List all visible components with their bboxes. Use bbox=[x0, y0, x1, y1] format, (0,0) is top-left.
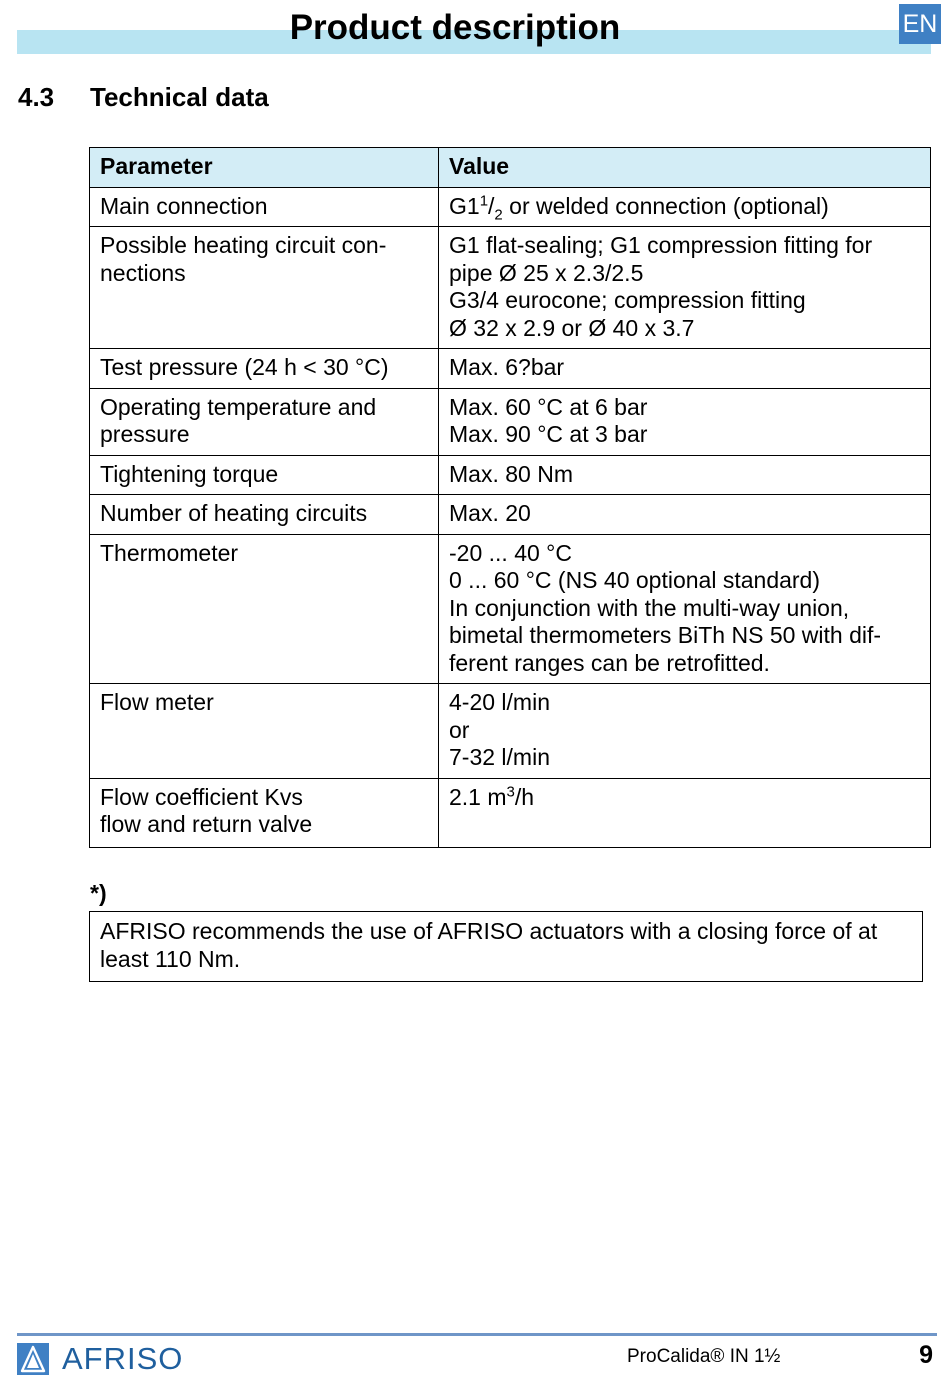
value-cell bbox=[439, 778, 931, 847]
cell-text: G1 bbox=[449, 192, 480, 219]
footer-product-name: ProCalida® IN 1½ bbox=[627, 1346, 781, 1367]
value-cell bbox=[439, 349, 931, 389]
cell-line: Main connection bbox=[100, 192, 268, 219]
column-header-parameter: Parameter bbox=[90, 148, 439, 188]
cell-text: or welded connection (optional) bbox=[502, 192, 829, 219]
cell-line: 0 ... 60 °C (NS 40 optional standard) bbox=[449, 567, 821, 593]
cell-line: In conjunction with the multi-way union, bbox=[449, 594, 850, 621]
cell-line: G1 flat-sealing; G1 compression fitting for bbox=[449, 232, 873, 258]
cell-text: /h bbox=[514, 783, 535, 810]
parameter-cell bbox=[90, 684, 439, 779]
table-row bbox=[90, 684, 931, 779]
value-cell bbox=[439, 455, 931, 495]
superscript: 3 bbox=[506, 782, 515, 800]
cell-line: G3/4 eurocone; compression fitting bbox=[449, 287, 806, 313]
cell-line: bimetal thermometers BiTh NS 50 with dif- bbox=[449, 622, 882, 648]
table-row bbox=[90, 187, 931, 227]
cell-line: Flow meter bbox=[100, 689, 214, 715]
cell-text: 2.1 m bbox=[449, 783, 507, 810]
table-row bbox=[90, 495, 931, 535]
value-cell bbox=[439, 227, 931, 349]
section-heading bbox=[18, 80, 269, 114]
page-number: 9 bbox=[919, 1341, 933, 1369]
page-title: Product description bbox=[289, 8, 621, 47]
parameter-cell bbox=[90, 349, 439, 389]
cell-line: Max. 60 °C at 6 bar bbox=[449, 393, 648, 420]
cell-line: Max. 80 Nm bbox=[449, 460, 573, 487]
fraction-denominator: 2 bbox=[494, 206, 503, 224]
section-number: 4.3 bbox=[18, 82, 55, 112]
table-row bbox=[90, 778, 931, 847]
cell-line: Possible heating circuit con- bbox=[100, 232, 387, 258]
cell-line: or bbox=[449, 716, 470, 743]
table-header-row bbox=[90, 148, 931, 188]
cell-line: 4-20 l/min bbox=[449, 689, 550, 715]
technical-data-table bbox=[89, 147, 931, 848]
cell-line: ferent ranges can be retrofitted. bbox=[449, 649, 770, 676]
cell-line: Thermometer bbox=[100, 539, 239, 566]
afriso-logo-icon bbox=[17, 1343, 49, 1375]
table-row bbox=[90, 227, 931, 349]
value-cell bbox=[439, 684, 931, 779]
parameter-cell bbox=[90, 534, 439, 684]
cell-line: Test pressure (24 h < 30 °C) bbox=[100, 354, 389, 380]
cell-line: Ø 32 x 2.9 or Ø 40 x 3.7 bbox=[449, 314, 695, 341]
value-cell: $G1^1/_2$ or welded connection (optional) bbox=[439, 187, 931, 227]
cell-line: Operating temperature and bbox=[100, 393, 377, 420]
cell-line: Flow coefficient Kvs bbox=[100, 783, 303, 810]
value-cell bbox=[439, 534, 931, 684]
parameter-cell bbox=[90, 187, 439, 227]
cell-line: pressure bbox=[100, 421, 190, 447]
table-row bbox=[90, 388, 931, 455]
table-row bbox=[90, 349, 931, 389]
footer-divider bbox=[17, 1333, 937, 1336]
cell-line: Max. 20 bbox=[449, 500, 531, 526]
parameter-cell bbox=[90, 495, 439, 535]
value-cell bbox=[439, 495, 931, 535]
footnote-box: AFRISO recommends the use of AFRISO actuators with a closing force of at least 110 Nm. bbox=[89, 911, 923, 982]
cell-line: Max. 90 °C at 3 bar bbox=[449, 421, 648, 447]
cell-line: -20 ... 40 °C bbox=[449, 539, 572, 566]
cell-line: Number of heating circuits bbox=[100, 500, 368, 526]
parameter-cell bbox=[90, 778, 439, 847]
parameter-cell bbox=[90, 388, 439, 455]
language-badge: EN bbox=[899, 4, 941, 44]
cell-line: 7-32 l/min bbox=[449, 744, 550, 770]
table-row bbox=[90, 455, 931, 495]
cell-line: pipe Ø 25 x 2.3/2.5 bbox=[449, 259, 644, 286]
parameter-cell bbox=[90, 455, 439, 495]
brand-name: AFRISO bbox=[62, 1341, 184, 1376]
cell-line: Tightening torque bbox=[100, 460, 279, 487]
table-row bbox=[90, 534, 931, 684]
section-title: Technical data bbox=[90, 82, 269, 112]
footnote-marker: *) bbox=[90, 880, 107, 906]
column-header-value: Value bbox=[439, 148, 931, 188]
fraction-numerator: 1 bbox=[479, 191, 489, 209]
cell-line: Max. 6?bar bbox=[449, 354, 565, 380]
value-cell bbox=[439, 388, 931, 455]
parameter-cell bbox=[90, 227, 439, 349]
cell-line: nections bbox=[100, 259, 186, 286]
cell-line: flow and return valve bbox=[100, 811, 313, 837]
